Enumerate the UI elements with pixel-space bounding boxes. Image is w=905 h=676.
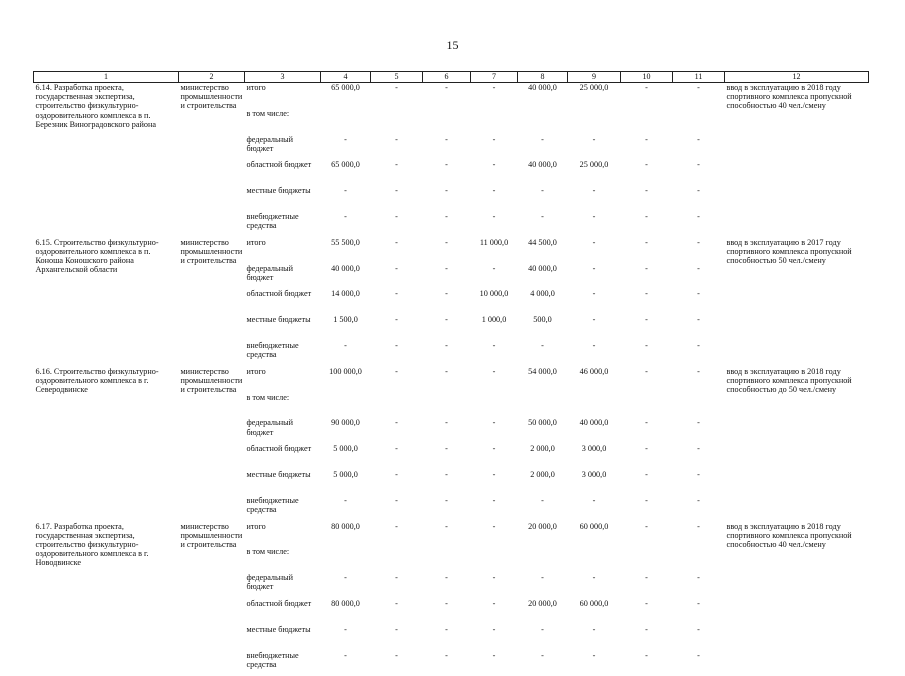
value-cell-c5: -: [371, 160, 423, 186]
value-cell-c10: [621, 393, 673, 419]
event-name: 6.14. Разработка проекта, государственная экспертиза, строительство физкультурно-оздоровительного комплекса в п. Березник Виноградовского района: [34, 83, 179, 238]
value-cell-c8: -: [518, 651, 568, 676]
value-cell-c4: 1 500,0: [321, 315, 371, 341]
value-cell-c7: -: [471, 367, 518, 393]
executor: министерство промышленности и строительства: [179, 522, 245, 676]
value-cell-c4: 65 000,0: [321, 83, 371, 109]
value-cell-c10: -: [621, 135, 673, 161]
value-cell-c7: 10 000,0: [471, 289, 518, 315]
value-cell-c6: -: [423, 160, 471, 186]
value-cell-c8: [518, 109, 568, 135]
value-cell-c10: -: [621, 496, 673, 522]
column-header: 2: [179, 72, 245, 83]
expected-result: ввод в эксплуатацию в 2018 году спортивного комплекса пропускной способностью 40 чел./смену: [725, 83, 869, 238]
value-cell-c6: -: [423, 212, 471, 238]
value-cell-c11: [673, 547, 725, 573]
value-cell-c8: -: [518, 573, 568, 599]
value-cell-c5: [371, 393, 423, 419]
value-cell-c6: -: [423, 470, 471, 496]
value-cell-c5: -: [371, 212, 423, 238]
funding-source-label: федеральный бюджет: [245, 135, 321, 161]
column-header: 1: [34, 72, 179, 83]
value-cell-c7: -: [471, 341, 518, 367]
value-cell-c6: -: [423, 418, 471, 444]
value-cell-c6: -: [423, 651, 471, 676]
value-cell-c9: -: [568, 238, 621, 264]
value-cell-c7: 1 000,0: [471, 315, 518, 341]
value-cell-c6: -: [423, 573, 471, 599]
value-cell-c4: -: [321, 341, 371, 367]
value-cell-c7: -: [471, 186, 518, 212]
funding-source-label: в том числе:: [245, 393, 321, 419]
value-cell-c9: -: [568, 573, 621, 599]
value-cell-c4: 5 000,0: [321, 444, 371, 470]
value-cell-c5: -: [371, 496, 423, 522]
value-cell-c5: -: [371, 341, 423, 367]
column-header: 12: [725, 72, 869, 83]
value-cell-c11: -: [673, 496, 725, 522]
value-cell-c8: -: [518, 496, 568, 522]
funding-source-label: итого: [245, 522, 321, 548]
page-number: 15: [0, 38, 905, 53]
value-cell-c4: [321, 547, 371, 573]
value-cell-c5: -: [371, 289, 423, 315]
value-cell-c6: [423, 547, 471, 573]
value-cell-c6: -: [423, 625, 471, 651]
funding-source-label: областной бюджет: [245, 599, 321, 625]
value-cell-c11: -: [673, 651, 725, 676]
value-cell-c10: -: [621, 444, 673, 470]
value-cell-c7: -: [471, 135, 518, 161]
funding-source-label: областной бюджет: [245, 160, 321, 186]
value-cell-c9: 25 000,0: [568, 160, 621, 186]
value-cell-c6: -: [423, 315, 471, 341]
value-cell-c5: -: [371, 573, 423, 599]
value-cell-c5: -: [371, 418, 423, 444]
expected-result: ввод в эксплуатацию в 2017 году спортивного комплекса пропускной способностью 50 чел./смену: [725, 238, 869, 367]
value-cell-c5: -: [371, 264, 423, 290]
value-cell-c4: 14 000,0: [321, 289, 371, 315]
value-cell-c11: -: [673, 315, 725, 341]
value-cell-c4: 40 000,0: [321, 264, 371, 290]
value-cell-c9: -: [568, 212, 621, 238]
value-cell-c6: -: [423, 444, 471, 470]
value-cell-c9: -: [568, 289, 621, 315]
value-cell-c7: -: [471, 599, 518, 625]
value-cell-c5: -: [371, 186, 423, 212]
funding-source-label: внебюджетные средства: [245, 341, 321, 367]
value-cell-c10: -: [621, 599, 673, 625]
expected-result: ввод в эксплуатацию в 2018 году спортивного комплекса пропускной способностью 40 чел./смену: [725, 522, 869, 676]
table-row: [34, 522, 869, 548]
funding-source-label: федеральный бюджет: [245, 418, 321, 444]
value-cell-c7: -: [471, 651, 518, 676]
value-cell-c8: [518, 393, 568, 419]
value-cell-c11: -: [673, 367, 725, 393]
value-cell-c4: -: [321, 186, 371, 212]
table-row: [34, 238, 869, 264]
value-cell-c6: -: [423, 496, 471, 522]
value-cell-c9: -: [568, 135, 621, 161]
value-cell-c11: [673, 109, 725, 135]
event-name: 6.17. Разработка проекта, государственная экспертиза, строительство физкультурно-оздоровительного комплекса в г. Новодвинске: [34, 522, 179, 676]
value-cell-c5: -: [371, 83, 423, 109]
value-cell-c10: [621, 547, 673, 573]
value-cell-c5: -: [371, 315, 423, 341]
column-header: 5: [371, 72, 423, 83]
funding-source-label: итого: [245, 83, 321, 109]
funding-source-label: внебюджетные средства: [245, 651, 321, 676]
value-cell-c11: -: [673, 573, 725, 599]
value-cell-c11: -: [673, 135, 725, 161]
value-cell-c7: [471, 109, 518, 135]
value-cell-c10: -: [621, 625, 673, 651]
value-cell-c5: -: [371, 470, 423, 496]
value-cell-c4: -: [321, 496, 371, 522]
value-cell-c8: -: [518, 341, 568, 367]
value-cell-c9: -: [568, 496, 621, 522]
value-cell-c11: -: [673, 83, 725, 109]
funding-source-label: итого: [245, 367, 321, 393]
value-cell-c11: -: [673, 599, 725, 625]
value-cell-c8: 20 000,0: [518, 522, 568, 548]
value-cell-c7: -: [471, 470, 518, 496]
value-cell-c11: -: [673, 444, 725, 470]
value-cell-c6: -: [423, 522, 471, 548]
value-cell-c10: -: [621, 315, 673, 341]
value-cell-c11: -: [673, 186, 725, 212]
value-cell-c8: 40 000,0: [518, 264, 568, 290]
value-cell-c10: -: [621, 83, 673, 109]
value-cell-c9: -: [568, 315, 621, 341]
value-cell-c11: -: [673, 625, 725, 651]
value-cell-c9: -: [568, 186, 621, 212]
value-cell-c7: -: [471, 212, 518, 238]
value-cell-c7: -: [471, 625, 518, 651]
program-table: [33, 71, 869, 676]
value-cell-c4: -: [321, 573, 371, 599]
column-header: 8: [518, 72, 568, 83]
value-cell-c9: 60 000,0: [568, 599, 621, 625]
value-cell-c7: -: [471, 264, 518, 290]
value-cell-c5: [371, 547, 423, 573]
value-cell-c4: 55 500,0: [321, 238, 371, 264]
value-cell-c9: [568, 109, 621, 135]
executor: министерство промышленности и строительства: [179, 238, 245, 367]
value-cell-c5: [371, 109, 423, 135]
value-cell-c10: -: [621, 186, 673, 212]
value-cell-c4: 100 000,0: [321, 367, 371, 393]
value-cell-c9: 3 000,0: [568, 444, 621, 470]
column-header: 11: [673, 72, 725, 83]
column-header: 9: [568, 72, 621, 83]
value-cell-c4: [321, 393, 371, 419]
value-cell-c9: 25 000,0: [568, 83, 621, 109]
table-row: [34, 83, 869, 109]
value-cell-c6: -: [423, 83, 471, 109]
expected-result: ввод в эксплуатацию в 2018 году спортивного комплекса пропускной способностью до 50 чел./смену: [725, 367, 869, 522]
value-cell-c10: -: [621, 522, 673, 548]
value-cell-c5: -: [371, 599, 423, 625]
column-header: 3: [245, 72, 321, 83]
value-cell-c10: [621, 109, 673, 135]
value-cell-c11: -: [673, 341, 725, 367]
value-cell-c11: -: [673, 212, 725, 238]
executor: министерство промышленности и строительства: [179, 83, 245, 238]
value-cell-c6: -: [423, 135, 471, 161]
event-name: 6.16. Строительство физкультурно-оздоровительного комплекса в г. Северодвинске: [34, 367, 179, 522]
value-cell-c8: [518, 547, 568, 573]
value-cell-c10: -: [621, 238, 673, 264]
value-cell-c8: 40 000,0: [518, 160, 568, 186]
value-cell-c9: 40 000,0: [568, 418, 621, 444]
value-cell-c8: 54 000,0: [518, 367, 568, 393]
value-cell-c11: -: [673, 470, 725, 496]
funding-source-label: местные бюджеты: [245, 625, 321, 651]
value-cell-c9: [568, 393, 621, 419]
value-cell-c5: -: [371, 522, 423, 548]
value-cell-c4: [321, 109, 371, 135]
value-cell-c9: 46 000,0: [568, 367, 621, 393]
value-cell-c10: -: [621, 160, 673, 186]
value-cell-c7: -: [471, 444, 518, 470]
value-cell-c10: -: [621, 264, 673, 290]
value-cell-c8: 20 000,0: [518, 599, 568, 625]
value-cell-c11: -: [673, 418, 725, 444]
value-cell-c11: -: [673, 264, 725, 290]
value-cell-c11: -: [673, 238, 725, 264]
value-cell-c4: -: [321, 135, 371, 161]
value-cell-c5: -: [371, 444, 423, 470]
funding-source-label: федеральный бюджет: [245, 264, 321, 290]
value-cell-c8: 4 000,0: [518, 289, 568, 315]
value-cell-c10: -: [621, 289, 673, 315]
funding-source-label: внебюджетные средства: [245, 212, 321, 238]
value-cell-c9: -: [568, 625, 621, 651]
table-header: [34, 72, 869, 83]
value-cell-c7: -: [471, 496, 518, 522]
funding-source-label: федеральный бюджет: [245, 573, 321, 599]
funding-source-label: областной бюджет: [245, 444, 321, 470]
value-cell-c8: 44 500,0: [518, 238, 568, 264]
value-cell-c4: -: [321, 212, 371, 238]
funding-source-label: местные бюджеты: [245, 186, 321, 212]
funding-source-label: областной бюджет: [245, 289, 321, 315]
funding-source-label: в том числе:: [245, 547, 321, 573]
column-header: 7: [471, 72, 518, 83]
value-cell-c6: -: [423, 599, 471, 625]
value-cell-c8: -: [518, 212, 568, 238]
value-cell-c11: [673, 393, 725, 419]
value-cell-c6: [423, 393, 471, 419]
value-cell-c7: -: [471, 418, 518, 444]
value-cell-c9: [568, 547, 621, 573]
value-cell-c5: -: [371, 238, 423, 264]
value-cell-c5: -: [371, 367, 423, 393]
value-cell-c4: -: [321, 651, 371, 676]
value-cell-c6: -: [423, 238, 471, 264]
column-header: 10: [621, 72, 673, 83]
value-cell-c4: 80 000,0: [321, 599, 371, 625]
value-cell-c4: 65 000,0: [321, 160, 371, 186]
value-cell-c8: 500,0: [518, 315, 568, 341]
value-cell-c10: -: [621, 418, 673, 444]
value-cell-c8: -: [518, 186, 568, 212]
value-cell-c11: -: [673, 289, 725, 315]
value-cell-c9: 3 000,0: [568, 470, 621, 496]
value-cell-c6: -: [423, 186, 471, 212]
value-cell-c10: -: [621, 470, 673, 496]
column-header: 6: [423, 72, 471, 83]
value-cell-c5: -: [371, 625, 423, 651]
value-cell-c7: 11 000,0: [471, 238, 518, 264]
funding-source-label: местные бюджеты: [245, 470, 321, 496]
value-cell-c5: -: [371, 651, 423, 676]
value-cell-c7: -: [471, 83, 518, 109]
value-cell-c4: 5 000,0: [321, 470, 371, 496]
funding-source-label: местные бюджеты: [245, 315, 321, 341]
value-cell-c9: -: [568, 651, 621, 676]
value-cell-c7: [471, 393, 518, 419]
value-cell-c8: 2 000,0: [518, 470, 568, 496]
value-cell-c10: -: [621, 341, 673, 367]
value-cell-c9: 60 000,0: [568, 522, 621, 548]
value-cell-c4: -: [321, 625, 371, 651]
value-cell-c6: -: [423, 341, 471, 367]
value-cell-c10: -: [621, 367, 673, 393]
value-cell-c5: -: [371, 135, 423, 161]
value-cell-c4: 90 000,0: [321, 418, 371, 444]
funding-source-label: внебюджетные средства: [245, 496, 321, 522]
event-name: 6.15. Строительство физкультурно-оздоровительного комплекса в п. Коноша Коношского района Архангельской области: [34, 238, 179, 367]
value-cell-c6: -: [423, 264, 471, 290]
value-cell-c8: 40 000,0: [518, 83, 568, 109]
value-cell-c10: -: [621, 573, 673, 599]
column-header: 4: [321, 72, 371, 83]
value-cell-c9: -: [568, 341, 621, 367]
executor: министерство промышленности и строительства: [179, 367, 245, 522]
table-body: [34, 83, 869, 676]
value-cell-c7: -: [471, 160, 518, 186]
value-cell-c4: 80 000,0: [321, 522, 371, 548]
table-row: [34, 367, 869, 393]
value-cell-c8: -: [518, 135, 568, 161]
value-cell-c6: [423, 109, 471, 135]
value-cell-c10: -: [621, 651, 673, 676]
value-cell-c7: -: [471, 573, 518, 599]
value-cell-c9: -: [568, 264, 621, 290]
value-cell-c7: -: [471, 522, 518, 548]
value-cell-c11: -: [673, 160, 725, 186]
value-cell-c6: -: [423, 289, 471, 315]
value-cell-c8: 50 000,0: [518, 418, 568, 444]
value-cell-c8: 2 000,0: [518, 444, 568, 470]
funding-source-label: итого: [245, 238, 321, 264]
value-cell-c8: -: [518, 625, 568, 651]
value-cell-c7: [471, 547, 518, 573]
funding-source-label: в том числе:: [245, 109, 321, 135]
value-cell-c10: -: [621, 212, 673, 238]
value-cell-c6: -: [423, 367, 471, 393]
value-cell-c11: -: [673, 522, 725, 548]
